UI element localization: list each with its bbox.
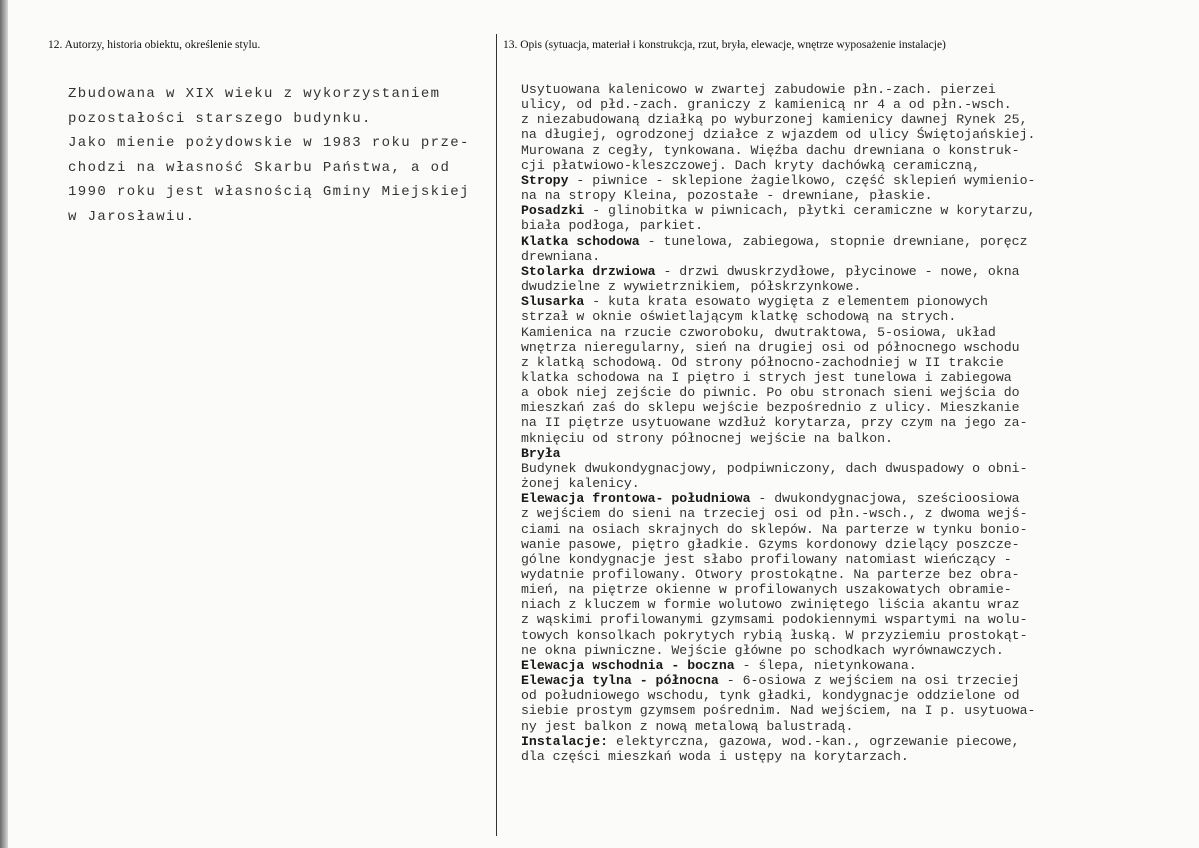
history-line: Zbudowana w XIX wieku z wykorzystaniem [68, 86, 441, 102]
description-line [521, 158, 1197, 173]
description-line [521, 567, 1197, 582]
history-line: pozostałości starszego budynku. [68, 110, 372, 127]
description-line-text: mknięciu od strony północnej wejście na balkon. [521, 430, 893, 446]
description-line [521, 688, 1197, 703]
description-line [521, 461, 1197, 476]
description-line-text: mieszkań zaś do sklepu wejście bezpośrednio z ulicy. Mieszkanie [521, 400, 1020, 416]
description-line [521, 431, 1197, 446]
description-line-label: Posadzki [521, 203, 585, 219]
description-line-text: Kamienica na rzucie czworoboku, dwutraktowa, 5-osiowa, układ [521, 324, 996, 340]
description-line-text: - tunelowa, zabiegowa, stopnie drewniane, poręcz [639, 233, 1028, 249]
description-line-text: cji płatwiowo-kleszczowej. Dach kryty dachówką ceramiczną, [521, 157, 980, 173]
description-line [521, 143, 1197, 158]
description-text [521, 82, 1197, 764]
description-line-text: - dwukondygnacjowa, sześcioosiowa [750, 491, 1020, 507]
description-line-text: towych konsolkach pokrytych rybią łuską. W przyziemiu prostokąt- [521, 627, 1028, 643]
description-line-text: - glinobitka w piwnicach, płytki ceramiczne w korytarzu, [584, 203, 1036, 219]
description-line-text: z wąskimi profilowanymi gzymsami podokiennymi wspartymi na wolu- [521, 612, 1028, 628]
description-line [521, 82, 1197, 97]
description-line [521, 309, 1197, 324]
section-13-heading: 13. Opis (sytuacja, materiał i konstrukcja, rzut, bryła, elewacje, wnętrze wyposażenie instalacje) [503, 39, 946, 51]
description-line-text: Murowana z cegły, tynkowana. Więźba dachu drewniana o konstruk- [521, 142, 1020, 158]
description-line [521, 673, 1197, 688]
description-line [521, 234, 1197, 249]
description-line [521, 628, 1197, 643]
description-line [521, 643, 1197, 658]
description-line-text: dwudzielne z wywietrznikiem, półskrzynkowe. [521, 279, 862, 295]
description-line [521, 597, 1197, 612]
description-line [521, 658, 1197, 673]
description-line [521, 188, 1197, 203]
description-line [521, 734, 1197, 749]
description-line-text: - drzwi dwuskrzydłowe, płycinowe - nowe, okna [655, 263, 1020, 279]
description-line [521, 294, 1197, 309]
history-line: Jako mienie pożydowskie w 1983 roku prze- [68, 135, 470, 152]
scan-edge [0, 0, 8, 848]
description-line-text: a obok niej zejście do piwnic. Po obu stronach sieni wejścia do [521, 385, 1020, 401]
description-line-text: żonej kalenicy. [521, 476, 640, 492]
history-text [68, 82, 488, 230]
description-line [521, 279, 1197, 294]
description-line-label: Stolarka drzwiowa [521, 263, 656, 279]
description-line-text: biała podłoga, parkiet. [521, 218, 704, 234]
description-line-text: ny jest balkon z nową metalową balustradą. [521, 718, 854, 734]
description-line [521, 522, 1197, 537]
description-line [521, 703, 1197, 718]
description-line [521, 506, 1197, 521]
description-line-text: wanie pasowe, piętro gładkie. Gzyms kordonowy dzielący poszcze- [521, 536, 1020, 552]
description-line [521, 112, 1197, 127]
description-line [521, 446, 1197, 461]
description-line-text: ciami na osiach skrajnych do sklepów. Na parterze w tynku bonio- [521, 521, 1028, 537]
description-line [521, 127, 1197, 142]
description-line [521, 264, 1197, 279]
description-line [521, 552, 1197, 567]
description-line [521, 218, 1197, 233]
description-line-text: strzał w oknie oświetlającym klatkę schodową na strych. [521, 309, 957, 325]
description-line [521, 249, 1197, 264]
history-line: 1990 roku jest własnością Gminy Miejskiej [68, 184, 470, 201]
description-line-label: Elewacja tylna - północna [521, 673, 719, 689]
description-line-text: gólne kondygnacje jest słabo profilowany natomiast wieńczący - [521, 551, 1012, 567]
description-line-label: Slusarka [521, 294, 585, 310]
description-line [521, 491, 1197, 506]
description-line [521, 325, 1197, 340]
section-12-heading: 12. Autorzy, historia obiektu, określenie stylu. [48, 39, 261, 51]
description-line-text: ne okna piwniczne. Wejście główne po schodkach wyrównawczych. [521, 642, 1004, 658]
description-line [521, 476, 1197, 491]
description-line-text: z wejściem do sieni na trzeciej osi od płn.-wsch., z dwoma wejś- [521, 506, 1028, 522]
description-line-label: Elewacja frontowa- południowa [521, 491, 751, 507]
description-line-text: elektyrczna, gazowa, wod.-kan., ogrzewanie piecowe, [608, 733, 1020, 749]
description-line [521, 415, 1197, 430]
description-line-text: Usytuowana kalenicowo w zwartej zabudowie płn.-zach. pierzei [521, 82, 996, 97]
description-line-label: Elewacja wschodnia - boczna [521, 657, 735, 673]
description-line-text: - 6-osiowa z wejściem na osi trzeciej [718, 673, 1020, 689]
column-divider [496, 34, 497, 836]
description-line-text: na długiej, ogrodzonej działce z wjazdem od ulicy Świętojańskiej. [521, 127, 1036, 143]
history-line: chodzi na własność Skarbu Państwa, a od [68, 159, 451, 176]
description-line-text: z klatką schodową. Od strony północno-zachodniej w II trakcie [521, 354, 1004, 370]
description-line [521, 385, 1197, 400]
description-line-text: klatka schodowa na I piętro i strych jest tunelowa i zabiegowa [521, 369, 1012, 385]
description-line-text: wydatnie profilowany. Otwory prostokątne. Na parterze bez obra- [521, 567, 1020, 582]
description-line-text: na II piętrze usytuowane wzdłuż korytarza, przy czym na jego za- [521, 415, 1028, 431]
description-line [521, 582, 1197, 597]
description-line-label: Klatka schodowa [521, 233, 640, 249]
history-line: w Jarosławiu. [68, 208, 196, 225]
description-line [521, 749, 1197, 764]
description-line [521, 612, 1197, 627]
description-line-text: drewniana. [521, 248, 601, 264]
description-line-text: - kuta krata esowato wygięta z elementem pionowych [584, 294, 988, 310]
description-line [521, 340, 1197, 355]
description-line [521, 173, 1197, 188]
description-line [521, 400, 1197, 415]
description-line-label: Bryła [521, 445, 561, 461]
description-line [521, 203, 1197, 218]
description-line-text: z niezabudowaną działką po wyburzonej kamienicy dawnej Rynek 25, [521, 112, 1028, 128]
description-line-text: - ślepa, nietynkowana. [734, 657, 917, 673]
description-line-text: mień, na piętrze okienne w profilowanych uszakowatych obramie- [521, 582, 1012, 598]
description-line [521, 355, 1197, 370]
description-line-text: Budynek dwukondygnacjowy, podpiwniczony, dach dwuspadowy o obni- [521, 460, 1028, 476]
description-line-text: niach z kluczem w formie wolutowo zwiniętego liścia akantu wraz [521, 597, 1020, 613]
description-line-text: dla części mieszkań woda i ustępy na korytarzach. [521, 748, 909, 764]
description-line-text: wnętrza nieregularny, sień na drugiej osi od północnego wschodu [521, 339, 1020, 355]
description-line [521, 719, 1197, 734]
description-line [521, 537, 1197, 552]
description-line-label: Instalacje: [521, 733, 609, 749]
description-line-text: - piwnice - sklepione żagielkowo, część sklepień wymienio- [568, 172, 1036, 188]
description-line-text: od południowego wschodu, tynk gładki, kondygnacje oddzielone od [521, 688, 1020, 704]
description-line-text: na na stropy Kleina, pozostałe - drewniane, płaskie. [521, 188, 933, 204]
description-line-text: siebie prostym gzymsem pośrednim. Nad wejściem, na I p. usytuowa- [521, 703, 1036, 719]
description-line [521, 97, 1197, 112]
description-line-label: Stropy [521, 172, 569, 188]
description-line [521, 370, 1197, 385]
description-line-text: ulicy, od płd.-zach. graniczy z kamienicą nr 4 a od płn.-wsch. [521, 97, 1012, 113]
